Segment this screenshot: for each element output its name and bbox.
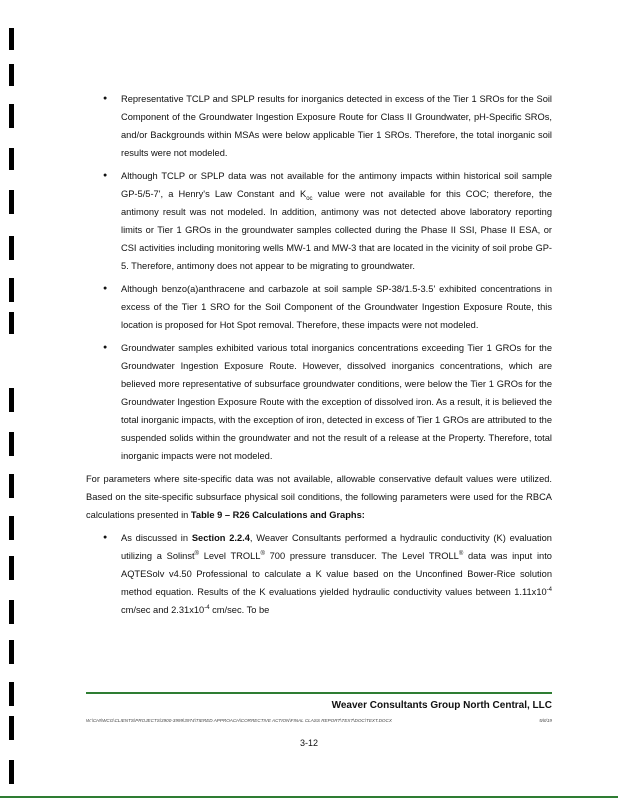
binder-mark xyxy=(9,600,14,624)
binder-mark xyxy=(9,516,14,540)
footer-date: 5/8/19 xyxy=(539,718,552,723)
binder-mark xyxy=(9,682,14,706)
footer-company-name: Weaver Consultants Group North Central, LLC xyxy=(331,700,552,711)
exponent: -4 xyxy=(546,586,552,593)
binder-mark xyxy=(9,640,14,664)
registered-mark: ® xyxy=(260,550,265,557)
text-segment: 700 pressure transducer. The Level TROLL xyxy=(264,551,459,561)
page-number: 3-12 xyxy=(299,738,318,748)
binder-mark xyxy=(9,278,14,302)
footer-rule xyxy=(86,692,552,694)
text-segment: Level TROLL xyxy=(198,551,261,561)
binder-mark xyxy=(9,760,14,784)
text-segment: cm/sec and 2.31x10 xyxy=(121,605,205,615)
bullet-hydraulic-conductivity xyxy=(121,529,552,619)
file-path-text: W:\CHI\WCG\CLIENTS\PROJECTS\3900-3999\3974\TIERED APPROACH\CORRECTIVE ACTION\FINAL CLASS REPORT\TEXT\DOC\TEXT.DOCX xyxy=(86,718,392,723)
bottom-rule xyxy=(0,796,618,798)
binder-mark xyxy=(9,236,14,260)
binder-mark xyxy=(9,28,14,50)
page-body xyxy=(86,90,552,624)
bullet-antimony-text: Although TCLP or SPLP data was not available for the antimony impacts within historical soil sample GP-5/5-7', a Henry's Law Constant and K xyxy=(121,171,552,199)
bullet-benzo-anthracene: ● Although benzo(a)anthracene and carbazole at soil sample SP-38/1.5-3.5' exhibited concentrations in excess of the Tier 1 SRO for the Soil Component of the Groundwater Ingestion Exposure Route, this location is proposed for Hot Spot removal. Therefore, these impacts were not modeled. xyxy=(121,280,552,334)
koc-subscript: oc xyxy=(306,195,313,202)
bullet-tclp-splp: ● Representative TCLP and SPLP results for inorganics detected in excess of the Tier 1 SROs for the Soil Component of the Groundwater Ingestion Exposure Route for Class II Groundwater, pH-Specific SROs, and/or Backgrounds within MSAs were below applicable Tier 1 SROs. Therefore, the total inorganic soil results were not modeled. xyxy=(121,90,552,162)
binder-mark xyxy=(9,312,14,334)
section-reference: Section 2.2.4 xyxy=(191,533,250,543)
bullet-antimony xyxy=(121,167,552,275)
binder-mark xyxy=(9,190,14,214)
binder-mark xyxy=(9,148,14,170)
text-segment: , Weaver Consultants performed a hydraulic conductivity (K) evaluation utilizing a Solinst xyxy=(121,533,552,561)
binder-mark xyxy=(9,388,14,412)
default-values-paragraph xyxy=(86,470,552,524)
binder-mark xyxy=(9,474,14,498)
text-segment: cm/sec. To be xyxy=(209,605,270,615)
text-segment: As discussed in xyxy=(121,533,192,543)
registered-mark: ® xyxy=(458,550,464,557)
binder-mark xyxy=(9,432,14,456)
exception-bullet-list xyxy=(86,90,552,465)
binder-mark xyxy=(9,556,14,580)
bullet-antimony-text-cont: value were not available for this COC; therefore, the antimony result was not modeled. In addition, antimony was not detected above laboratory reporting limits or Tier 1 GROs in the groundwater samples collected during the Phase II SSI, Phase II ESA, or CSI activities including monitoring wells MW-1 and MW-3 that are located in the vicinity of soil probe GP-5. Therefore, antimony does not appear to be migrating to groundwater. xyxy=(121,189,552,271)
bullet-groundwater-inorganics: ● Groundwater samples exhibited various total inorganics concentrations exceeding Tier 1 GROs for the Groundwater Ingestion Exposure Route. However, dissolved inorganics concentrations, which are believed more representative of subsurface groundwater conditions, were below the Tier 1 GROs for the Groundwater Ingestion Exposure Route with the exception of dissolved iron. As a result, it is believed the total inorganic impacts, with the exception of iron, detected in excess of Tier 1 GROs are attributed to the suspended solids within the groundwater and not the result of a release at the Property. Therefore, total inorganic impacts were not modeled. xyxy=(121,339,552,465)
paragraph-text: For parameters where site-specific data was not available, allowable conservative default values were utilized. Based on the site-specific subsurface physical soil conditions, the following parameters were used for the RBCA calculations presented in xyxy=(86,474,552,520)
parameter-bullet-list xyxy=(86,529,552,619)
registered-mark: ® xyxy=(194,550,199,557)
binder-mark xyxy=(9,104,14,128)
binder-mark xyxy=(9,64,14,86)
binder-mark xyxy=(9,716,14,740)
text-segment: data was input into AQTESolv v4.50 Professional to calculate a K value based on the Unconfined Bower-Rice solution method equation. Results of the K evaluations yielded hydraulic conductivity values between 1.11x10 xyxy=(121,551,552,597)
footer-file-path xyxy=(86,718,552,723)
exponent: -4 xyxy=(204,604,210,611)
table-reference: Table 9 – R26 Calculations and Graphs: xyxy=(190,510,365,520)
